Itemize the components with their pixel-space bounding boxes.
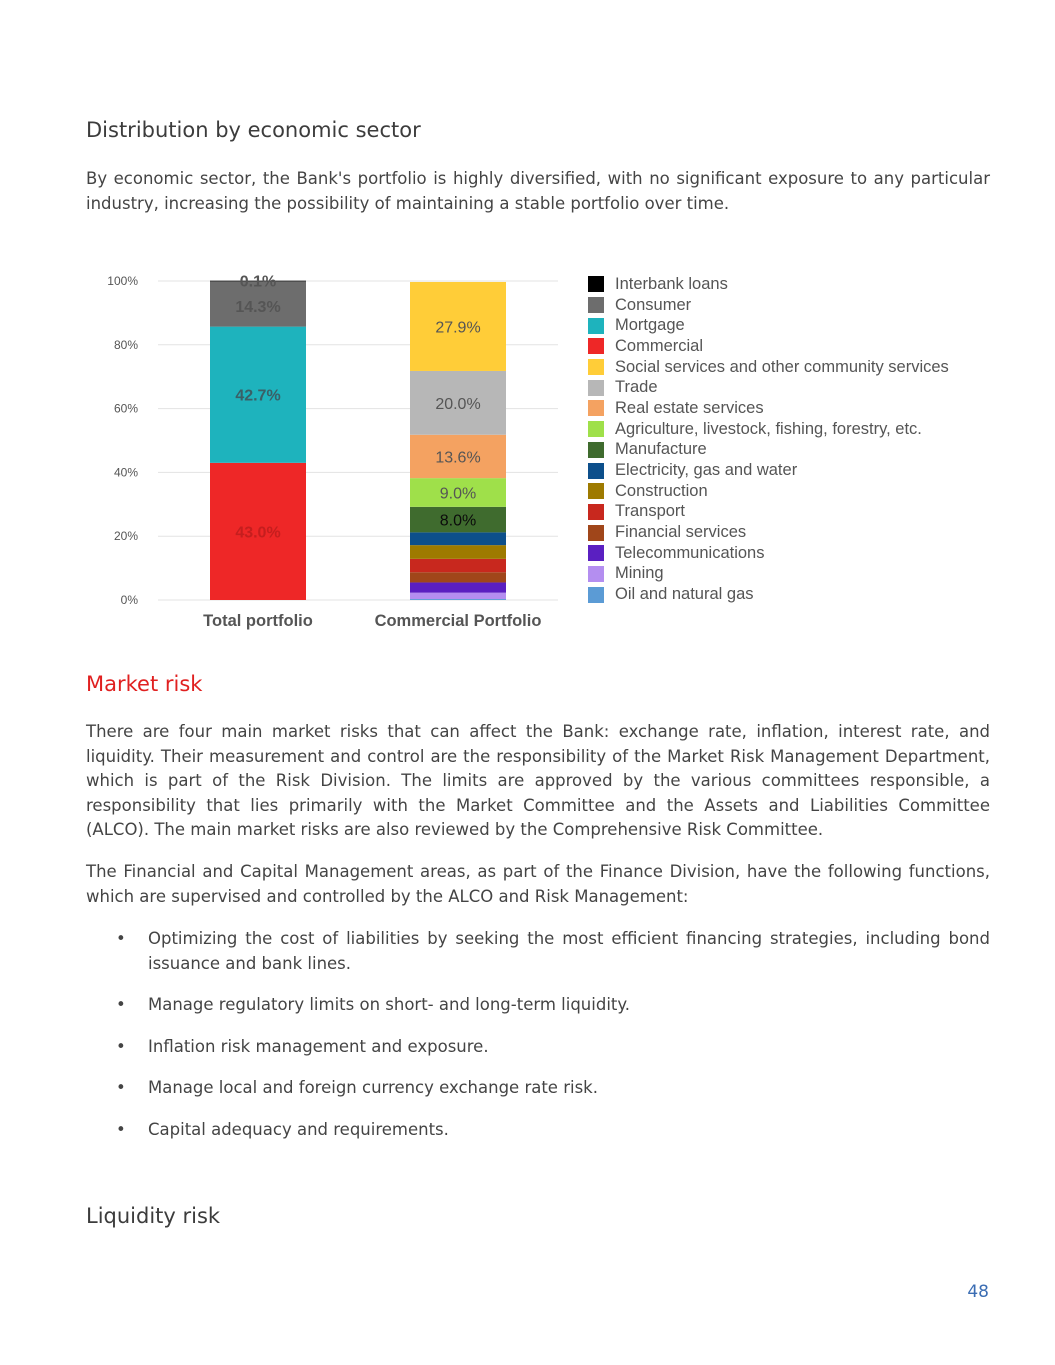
list-item xyxy=(86,1118,990,1143)
data-label: 14.3% xyxy=(235,298,281,316)
legend-swatch xyxy=(588,297,604,313)
legend-item xyxy=(588,584,949,605)
legend-item xyxy=(588,564,949,585)
y-tick-label: 80% xyxy=(113,337,138,352)
data-label: 0.1% xyxy=(239,273,277,291)
legend-swatch xyxy=(588,566,604,582)
list-item-text: Capital adequacy and requirements. xyxy=(148,1119,449,1139)
legend-label: Interbank loans xyxy=(615,274,728,293)
data-label: 43.0% xyxy=(235,524,281,542)
data-label: 8.0% xyxy=(439,512,477,530)
legend-item xyxy=(588,357,949,378)
market-risk-paragraph-1: There are four main market risks that can affect the Bank: exchange rate, inflation, interest rate, and liquidity. Their measurement and control are the responsibility of the Market Risk Management Department, which is part of the Risk Division. The limits are approved by the various committees responsible, a responsibility that lies primarily with the Market Committee and the Assets and Liabilities Committee (ALCO). The main market risks are also reviewed by the Comprehensive Risk Committee. xyxy=(86,722,990,839)
legend-swatch xyxy=(588,318,604,334)
x-category-label: Commercial Portfolio xyxy=(374,612,542,630)
chart-legend xyxy=(588,274,949,605)
data-label: 27.9% xyxy=(435,319,481,337)
legend-item xyxy=(588,460,949,481)
data-label: 20.0% xyxy=(435,395,481,413)
legend-swatch xyxy=(588,587,604,603)
bar-segment xyxy=(410,572,506,582)
functions-list xyxy=(86,927,990,1159)
legend-item xyxy=(588,502,949,523)
legend-label: Transport xyxy=(615,502,685,521)
legend-swatch xyxy=(588,359,604,375)
legend-label: Consumer xyxy=(615,295,692,314)
legend-item xyxy=(588,295,949,316)
legend-swatch xyxy=(588,276,604,292)
bar-segment xyxy=(410,593,506,599)
legend-label: Financial services xyxy=(615,523,747,542)
legend-label: Oil and natural gas xyxy=(615,585,754,604)
legend-item xyxy=(588,315,949,336)
legend-swatch xyxy=(588,545,604,561)
x-category-label: Total portfolio xyxy=(203,612,313,630)
legend-swatch xyxy=(588,380,604,396)
data-label: 9.0% xyxy=(439,485,477,503)
bar-segment xyxy=(410,582,506,592)
bullet-icon: • xyxy=(116,1119,126,1139)
y-tick-label: 0% xyxy=(120,593,138,607)
bar-segment xyxy=(410,545,506,559)
y-tick-label: 40% xyxy=(113,465,138,480)
legend-label: Trade xyxy=(615,378,658,397)
list-item xyxy=(86,1035,990,1060)
legend-label: Real estate services xyxy=(615,398,764,417)
page-number: 48 xyxy=(967,1282,989,1302)
y-tick-label: 100% xyxy=(107,274,138,288)
legend-item xyxy=(588,440,949,461)
market-risk-paragraph-2: The Financial and Capital Management areas, as part of the Finance Division, have the following functions, which are supervised and controlled by the ALCO and Risk Management: xyxy=(86,862,990,906)
bar-segment xyxy=(410,532,506,545)
distribution-paragraph: By economic sector, the Bank's portfolio is highly diversified, with no significant exposure to any particular industry, increasing the possibility of maintaining a stable portfolio over time. xyxy=(86,169,990,213)
data-label: 42.7% xyxy=(235,387,281,405)
legend-swatch xyxy=(588,421,604,437)
bar-segment xyxy=(410,559,506,572)
section-title-distribution: Distribution by economic sector xyxy=(86,118,421,142)
section-title-market-risk: Market risk xyxy=(86,672,203,696)
bar-segment xyxy=(410,599,506,600)
legend-swatch xyxy=(588,463,604,479)
legend-swatch xyxy=(588,442,604,458)
list-item-text: Optimizing the cost of liabilities by seeking the most efficient financing strategies, including bond issuance and bank lines. xyxy=(148,929,990,973)
bullet-icon: • xyxy=(116,1036,126,1056)
legend-item xyxy=(588,274,949,295)
data-label: 13.6% xyxy=(435,449,481,467)
section-title-liquidity-risk: Liquidity risk xyxy=(86,1204,221,1228)
legend-label: Telecommunications xyxy=(615,543,765,562)
legend-swatch xyxy=(588,504,604,520)
legend-label: Mining xyxy=(615,564,664,583)
legend-label: Agriculture, livestock, fishing, forestry, etc. xyxy=(615,419,922,438)
list-item xyxy=(86,993,990,1018)
legend-label: Social services and other community services xyxy=(615,357,949,376)
legend-item xyxy=(588,377,949,398)
legend-label: Construction xyxy=(615,481,708,500)
list-item-text: Manage local and foreign currency exchange rate risk. xyxy=(148,1078,598,1097)
legend-item xyxy=(588,419,949,440)
list-item xyxy=(86,1076,990,1101)
bullet-icon: • xyxy=(116,1078,126,1097)
legend-item xyxy=(588,481,949,502)
legend-swatch xyxy=(588,338,604,354)
list-item xyxy=(86,927,990,976)
legend-label: Manufacture xyxy=(615,440,707,459)
legend-label: Electricity, gas and water xyxy=(615,461,798,480)
legend-item xyxy=(588,398,949,419)
legend-swatch xyxy=(588,483,604,499)
bullet-icon: • xyxy=(116,929,126,948)
legend-swatch xyxy=(588,525,604,541)
bullet-icon: • xyxy=(116,995,126,1014)
legend-label: Commercial xyxy=(615,336,704,355)
stacked-bar-chart xyxy=(86,260,576,640)
y-tick-label: 20% xyxy=(113,529,138,544)
list-item-text: Manage regulatory limits on short- and long-term liquidity. xyxy=(148,995,631,1014)
list-item-text: Inflation risk management and exposure. xyxy=(148,1036,489,1056)
legend-swatch xyxy=(588,400,604,416)
legend-item xyxy=(588,543,949,564)
legend-label: Mortgage xyxy=(615,316,685,335)
legend-item xyxy=(588,522,949,543)
y-tick-label: 60% xyxy=(113,401,138,416)
legend-item xyxy=(588,336,949,357)
